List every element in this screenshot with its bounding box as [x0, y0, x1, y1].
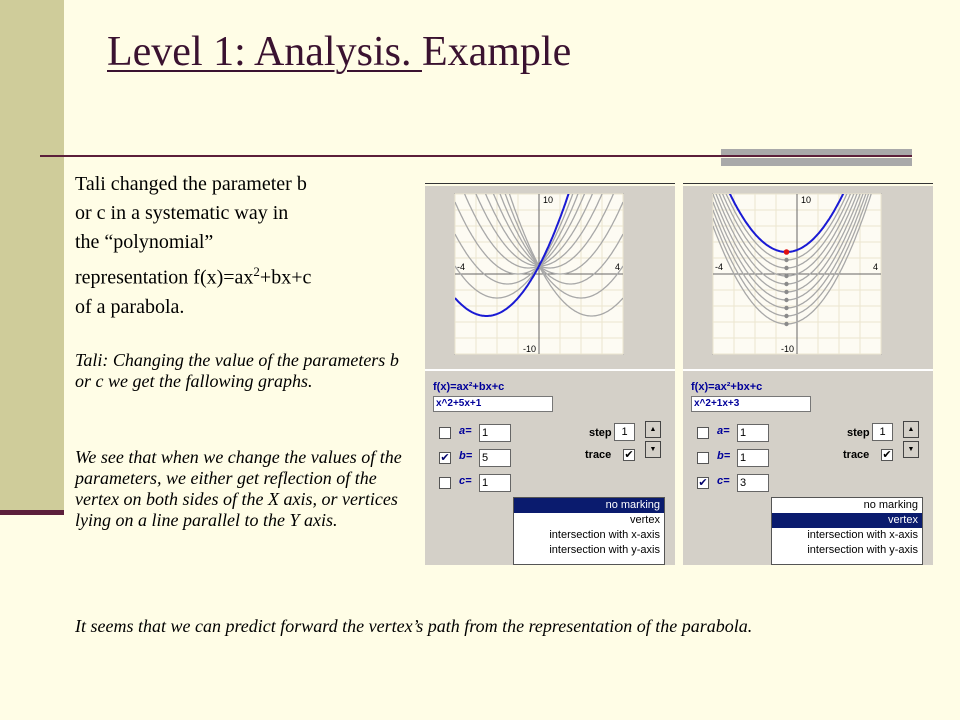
formula-label: f(x)=ax²+bx+c	[691, 381, 763, 393]
title-underlined: Level 1: Analysis.	[107, 29, 422, 75]
trace-vertex-point	[784, 282, 788, 286]
list-option-x-intersection[interactable]: intersection with x-axis	[549, 529, 660, 541]
param-c-checkbox[interactable]	[439, 477, 451, 489]
param-a-label: a=	[459, 425, 472, 437]
step-label: step	[847, 427, 870, 439]
control-area	[425, 369, 675, 565]
x-max-label: 4	[873, 262, 879, 272]
formula-label: f(x)=ax²+bx+c	[433, 381, 505, 393]
param-a-checkbox[interactable]	[439, 427, 451, 439]
trace-vertex-point	[784, 258, 788, 262]
step-label: step	[589, 427, 612, 439]
trace-checkbox[interactable]: ✔	[624, 449, 634, 461]
param-a-input[interactable]: 1	[479, 424, 511, 442]
list-option-no-marking[interactable]: no marking	[863, 499, 918, 511]
x-min-label: -4	[715, 262, 724, 272]
param-b-input[interactable]: 1	[737, 449, 769, 467]
y-min-label: -10	[523, 344, 537, 354]
param-c-input[interactable]: 3	[737, 474, 769, 492]
param-b-label: b=	[717, 450, 731, 462]
divider-accent-top	[721, 149, 912, 155]
divider-accent-bottom	[721, 158, 912, 166]
step-down-arrow-icon[interactable]: ▼	[903, 441, 919, 458]
param-b-label: b=	[459, 450, 473, 462]
trace-label: trace	[585, 449, 612, 461]
title-rest: Example	[421, 29, 572, 75]
list-option-vertex[interactable]: vertex	[772, 513, 922, 528]
trace-vertex-point	[784, 322, 788, 326]
slide-sidebar-band	[0, 0, 64, 513]
trace-vertex-point	[784, 274, 788, 278]
intro-line: of a parabola.	[75, 295, 185, 318]
marking-listbox[interactable]	[513, 497, 665, 565]
trace-label: trace	[843, 449, 870, 461]
intro-representation: representation $f(x)=ax^2+bx+c$	[75, 264, 312, 289]
param-b-input[interactable]: 5	[479, 449, 511, 467]
intro-line: the “polynomial”	[75, 231, 214, 253]
param-a-checkbox[interactable]	[697, 427, 709, 439]
param-c-label: c=	[717, 475, 730, 487]
marking-listbox[interactable]	[771, 497, 923, 565]
step-up-arrow-icon[interactable]: ▲	[645, 421, 661, 438]
intro-line: or c in a systematic way in	[75, 202, 289, 224]
slide-title	[107, 28, 571, 76]
trace-vertex-point	[784, 290, 788, 294]
formula-input[interactable]: x^2+1x+3	[691, 396, 811, 412]
list-option-no-marking[interactable]: no marking	[514, 498, 664, 513]
param-b-checkbox[interactable]	[697, 452, 709, 464]
panel-top-border	[683, 183, 933, 184]
param-c-label: c=	[459, 475, 472, 487]
x-min-label: -4	[457, 262, 466, 272]
prediction-text: It seems that we can predict forward the vertex’s path from the representation of the parabola.	[75, 616, 753, 636]
current-vertex-point	[784, 249, 790, 255]
parabola-plot	[425, 186, 675, 366]
y-max-label: 10	[543, 195, 554, 205]
control-area	[683, 369, 933, 565]
y-max-label: 10	[801, 195, 812, 205]
tali-statement: Tali: Changing the value of the parameters b or c we get the fallowing graphs.	[75, 350, 399, 391]
trace-vertex-point	[784, 306, 788, 310]
graph-panel-2	[683, 183, 933, 565]
list-option-y-intersection[interactable]: intersection with y-axis	[807, 544, 918, 556]
param-c-input[interactable]: 1	[479, 474, 511, 492]
observation-text: We see that when we change the values of the parameters, we either get reflection of the vertex on both sides of the X axis, or vertices lying on a line parallel to the Y axis.	[75, 447, 402, 530]
param-c-checkbox[interactable]: ✔	[698, 477, 708, 489]
list-option-x-intersection[interactable]: intersection with x-axis	[807, 529, 918, 541]
panel-top-border	[425, 183, 675, 184]
x-max-label: 4	[615, 262, 621, 272]
trace-vertex-point	[784, 298, 788, 302]
control-separator	[683, 369, 933, 371]
param-b-checkbox[interactable]: ✔	[440, 452, 450, 464]
sidebar-accent-line	[0, 510, 64, 515]
trace-checkbox[interactable]: ✔	[882, 449, 892, 461]
title-divider	[40, 155, 912, 157]
y-min-label: -10	[781, 344, 795, 354]
parabola-plot	[683, 186, 933, 366]
graph-panel-1	[425, 183, 675, 565]
step-input[interactable]: 1	[614, 423, 635, 441]
control-separator	[425, 369, 675, 371]
step-input[interactable]: 1	[872, 423, 893, 441]
intro-paragraph	[75, 170, 405, 322]
intro-line: Tali changed the parameter b	[75, 173, 307, 195]
formula-input[interactable]: x^2+5x+1	[433, 396, 553, 412]
list-option-vertex[interactable]: vertex	[630, 514, 660, 526]
param-a-input[interactable]: 1	[737, 424, 769, 442]
step-up-arrow-icon[interactable]: ▲	[903, 421, 919, 438]
step-down-arrow-icon[interactable]: ▼	[645, 441, 661, 458]
param-a-label: a=	[717, 425, 730, 437]
trace-vertex-point	[784, 314, 788, 318]
trace-vertex-point	[784, 266, 788, 270]
list-option-y-intersection[interactable]: intersection with y-axis	[549, 544, 660, 556]
